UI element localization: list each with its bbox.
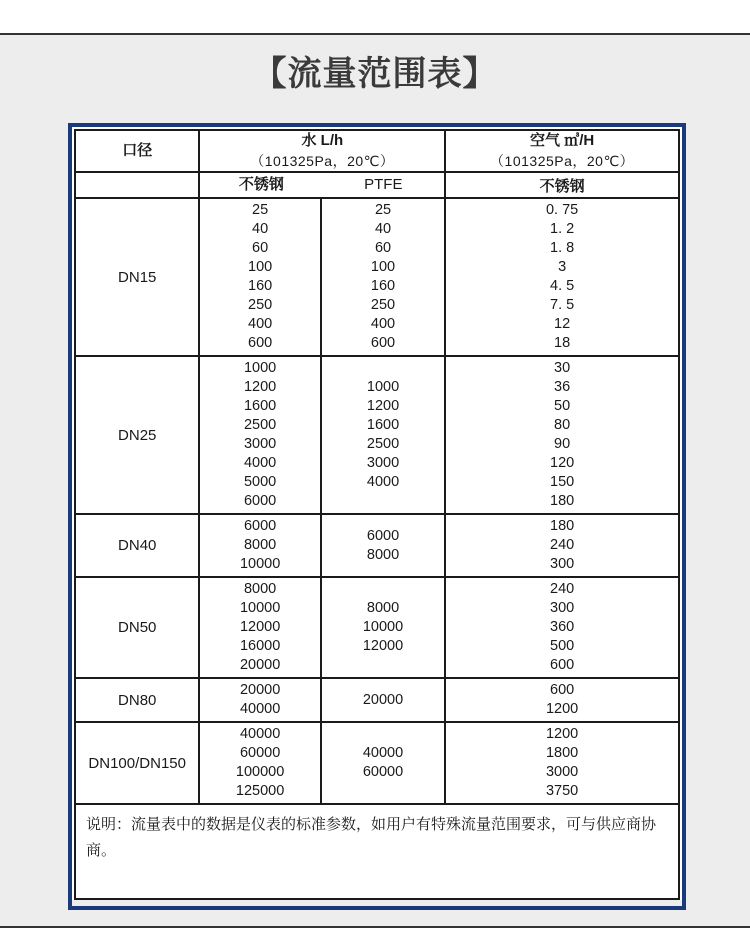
flow-range-table-grid	[74, 129, 680, 900]
air-stainless-cell	[445, 514, 679, 577]
value-line: 600	[370, 335, 396, 351]
value-line: 4000	[366, 474, 400, 490]
water-stainless-cell	[199, 577, 320, 678]
content-section	[0, 35, 750, 926]
value-line: 8000	[243, 581, 277, 597]
value-line: 250	[248, 297, 273, 313]
value-line: 40000	[239, 701, 281, 717]
diameter-cell: DN80	[75, 678, 199, 722]
value-line: 36	[554, 379, 571, 395]
air-header-condition: （101325Pa，20℃）	[490, 153, 635, 169]
table-row-dn100-dn150	[75, 722, 679, 804]
value-line: 7. 5	[550, 297, 575, 313]
value-line: 120	[550, 455, 575, 471]
value-line: 20000	[239, 682, 281, 698]
flow-range-table	[68, 123, 686, 910]
value-line: 12000	[362, 638, 404, 654]
value-line: 3750	[545, 783, 579, 799]
water-stainless-cell	[199, 356, 320, 514]
page-title: 【流量范围表】	[252, 55, 498, 93]
value-line: 12000	[239, 619, 281, 635]
value-line: 40	[252, 221, 269, 237]
empty-header-cell	[75, 172, 199, 198]
value-line: 160	[370, 278, 396, 294]
value-line: 10000	[362, 619, 404, 635]
table-row-dn40	[75, 514, 679, 577]
value-line: 150	[550, 474, 575, 490]
note-row	[75, 804, 679, 899]
value-line: 1. 2	[550, 221, 575, 237]
diameter-header-cell: 口径	[75, 130, 199, 172]
value-line: 60	[252, 240, 269, 256]
diameter-cell: DN50	[75, 577, 199, 678]
air-stainless-cell	[445, 356, 679, 514]
value-line: 4000	[243, 455, 277, 471]
value-line: 360	[550, 619, 575, 635]
value-line: 1200	[545, 701, 579, 717]
value-line: 600	[550, 657, 575, 673]
value-line: 1200	[366, 398, 400, 414]
value-line: 1200	[243, 379, 277, 395]
value-line: 2500	[243, 417, 277, 433]
value-line: 25	[374, 202, 392, 218]
water-header-cell	[199, 130, 445, 172]
diameter-cell: DN40	[75, 514, 199, 577]
value-line: 100000	[235, 764, 285, 780]
water-stainless-cell	[199, 198, 320, 356]
value-line: 80	[554, 417, 571, 433]
value-line: 60000	[239, 745, 281, 761]
table-row-dn25	[75, 356, 679, 514]
value-line: 400	[370, 316, 396, 332]
value-line: 240	[550, 581, 575, 597]
value-line: 90	[554, 436, 571, 452]
air-header-cell	[445, 130, 679, 172]
value-line: 8000	[366, 600, 400, 616]
value-line: 500	[550, 638, 575, 654]
value-line: 60	[374, 240, 392, 256]
value-line: 3000	[366, 455, 400, 471]
value-line: 125000	[235, 783, 285, 799]
value-line: 10000	[239, 556, 281, 572]
water-ptfe-label: PTFE	[364, 176, 403, 193]
value-line: 8000	[243, 537, 277, 553]
diameter-cell: DN25	[75, 356, 199, 514]
diameter-cell: DN15	[75, 198, 199, 356]
value-line: 20000	[362, 691, 404, 708]
value-line: 1. 8	[550, 240, 575, 256]
header-row-main	[75, 130, 679, 172]
value-line: 600	[550, 682, 575, 698]
value-line: 40000	[362, 745, 404, 761]
water-ptfe-cell	[321, 514, 445, 577]
value-line: 3	[558, 259, 567, 275]
water-stainless-cell	[199, 514, 320, 577]
value-line: 6000	[366, 527, 400, 544]
value-line: 400	[248, 316, 273, 332]
value-line: 180	[550, 493, 575, 509]
value-line: 4. 5	[550, 278, 575, 294]
value-line: 12	[554, 316, 571, 332]
value-line: 6000	[243, 493, 277, 509]
water-header-condition: （101325Pa，20℃）	[250, 153, 395, 169]
value-line: 16000	[239, 638, 281, 654]
header-row-materials	[75, 172, 679, 198]
water-header-title: 水 L/h	[301, 132, 344, 149]
water-ptfe-cell	[321, 577, 445, 678]
table-row-dn15	[75, 198, 679, 356]
value-line: 250	[370, 297, 396, 313]
value-line: 100	[248, 259, 273, 275]
value-line: 2500	[366, 436, 400, 452]
value-line: 40000	[239, 726, 281, 742]
water-ptfe-cell	[321, 722, 445, 804]
water-ptfe-cell	[321, 198, 445, 356]
value-line: 5000	[243, 474, 277, 490]
table-row-dn50	[75, 577, 679, 678]
value-line: 20000	[239, 657, 281, 673]
value-line: 1000	[366, 379, 400, 395]
diameter-cell: DN100/DN150	[75, 722, 199, 804]
value-line: 40	[374, 221, 392, 237]
water-ptfe-cell	[321, 356, 445, 514]
value-line: 1000	[243, 360, 277, 376]
note-text: 说明：流量表中的数据是仪表的标准参数，如用户有特殊流量范围要求，可与供应商协商。	[75, 804, 679, 899]
water-stainless-cell	[199, 722, 320, 804]
table-row-dn80	[75, 678, 679, 722]
value-line: 600	[248, 335, 273, 351]
value-line: 300	[550, 600, 575, 616]
value-line: 160	[248, 278, 273, 294]
value-line: 0. 75	[545, 202, 579, 218]
value-line: 1200	[545, 726, 579, 742]
value-line: 3000	[545, 764, 579, 780]
value-line: 100	[370, 259, 396, 275]
value-line: 1600	[366, 417, 400, 433]
value-line: 1600	[243, 398, 277, 414]
value-line: 18	[554, 335, 571, 351]
value-line: 30	[554, 360, 571, 376]
water-ptfe-cell	[321, 678, 445, 722]
water-stainless-cell	[199, 678, 320, 722]
value-line: 10000	[239, 600, 281, 616]
value-line: 1800	[545, 745, 579, 761]
air-stainless-cell	[445, 577, 679, 678]
value-line: 25	[252, 202, 269, 218]
air-header-title: 空气 ㎥/H	[530, 132, 595, 149]
value-line: 50	[554, 398, 571, 414]
value-line: 180	[550, 518, 575, 534]
water-materials-cell	[199, 172, 445, 198]
value-line: 60000	[362, 764, 404, 780]
air-stainless-label: 不锈钢	[445, 172, 679, 198]
air-stainless-cell	[445, 198, 679, 356]
value-line: 3000	[243, 436, 277, 452]
value-line: 6000	[243, 518, 277, 534]
water-stainless-label: 不锈钢	[238, 176, 284, 193]
air-stainless-cell	[445, 722, 679, 804]
water-materials-split	[200, 173, 444, 197]
value-line: 240	[550, 537, 575, 553]
top-white-band	[0, 0, 750, 33]
table-bottom-gap	[72, 900, 682, 906]
air-stainless-cell	[445, 678, 679, 722]
value-line: 8000	[366, 546, 400, 563]
value-line: 300	[550, 556, 575, 572]
bottom-white-band	[0, 928, 750, 947]
